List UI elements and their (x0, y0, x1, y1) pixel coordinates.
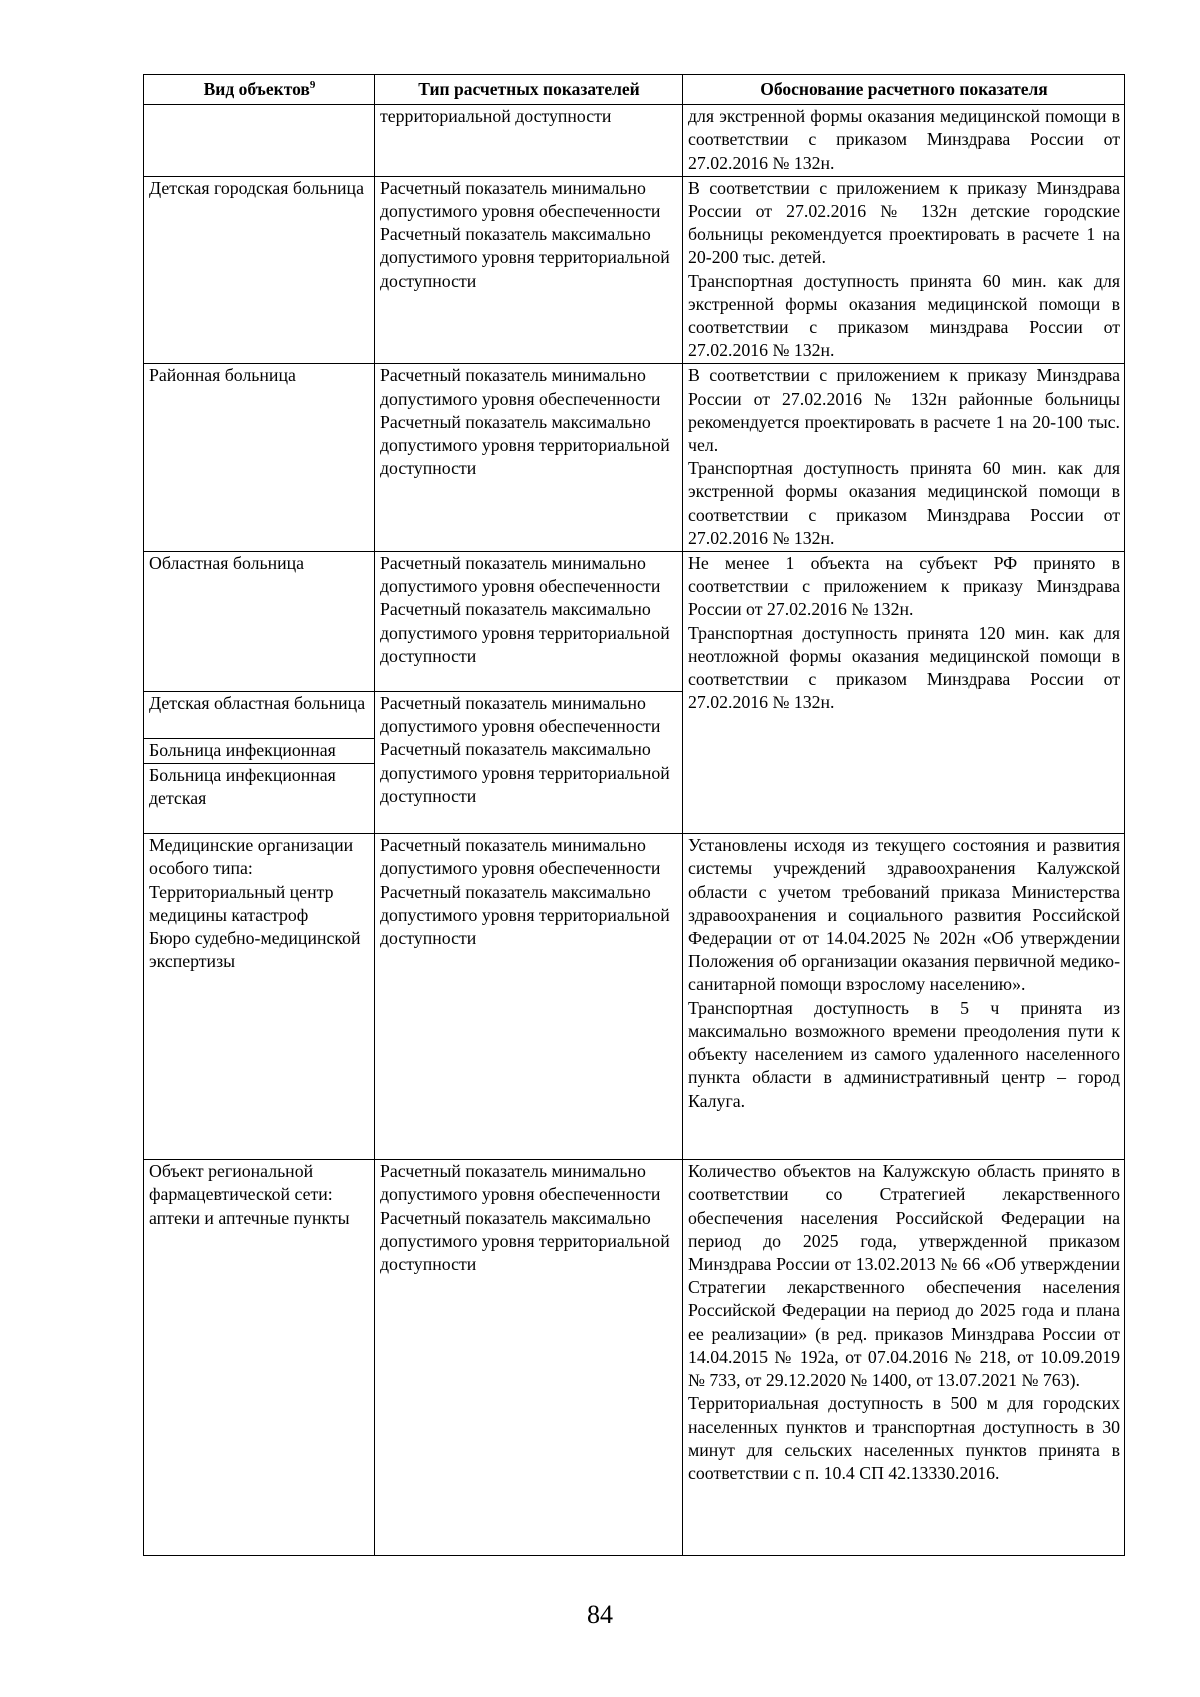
cell-object-type: Областная больница (144, 552, 375, 692)
cell-object-type: Медицинские организации особого типа: Территориальный центр медицины катастроф Бюро судебно-медицинской экспертизы (144, 834, 375, 1160)
footnote-marker: 9 (309, 79, 316, 92)
table-row (144, 1160, 1125, 1556)
cell-indicator-type: Расчетный показатель минимально допустимого уровня обеспеченности Расчетный показатель максимально допустимого уровня территориальной доступности (375, 176, 683, 364)
header-object-type: Вид объектов$^9$ (144, 75, 375, 105)
cell-indicator-type: Расчетный показатель минимально допустимого уровня обеспеченности Расчетный показатель максимально допустимого уровня территориальной доступности (375, 1160, 683, 1556)
cell-indicator-type: Расчетный показатель минимально допустимого уровня обеспеченности Расчетный показатель максимально допустимого уровня территориальной доступности (375, 834, 683, 1160)
cell-indicator-type: Расчетный показатель минимально допустимого уровня обеспеченности Расчетный показатель максимально допустимого уровня территориальной доступности (375, 364, 683, 552)
cell-indicator-basis: для экстренной формы оказания медицинской помощи в соответствии с приказом Минздрава России от 27.02.2016 № 132н. (683, 105, 1125, 177)
cell-object-type: Объект региональной фармацевтической сети: аптеки и аптечные пункты (144, 1160, 375, 1556)
cell-indicator-basis: В соответствии с приложением к приказу Минздрава России от 27.02.2016 № 132н детские городские больницы рекомендуется проектировать в расчете 1 на 20-200 тыс. детей. Транспортная доступность принята 60 мин. как для экстренной формы оказания медицинской помощи в соответствии с приказом минздрава России от 27.02.2016 № 132н. (683, 176, 1125, 364)
cell-object-type (144, 105, 375, 177)
table-header-row (144, 75, 1125, 105)
cell-indicator-basis: В соответствии с приложением к приказу Минздрава России от 27.02.2016 № 132н районные больницы рекомендуется проектировать в расчете 1 на 20-100 тыс. чел. Транспортная доступность принята 60 мин. как для экстренной формы оказания медицинской помощи в соответствии с приказом Минздрава России от 27.02.2016 № 132н. (683, 364, 1125, 552)
page-number: 84 (587, 1600, 613, 1629)
cell-indicator-basis: Установлены исходя из текущего состояния и развития системы учреждений здравоохранения Калужской области с учетом требований приказа Министерства здравоохранения и социального развития Российской Федерации от от 14.04.2025 № 202н «Об утверждении Положения об организации оказания первичной медико-санитарной помощи взрослому населению». Транспортная доступность в 5 ч принята из максимально возможного времени преодоления пути к объекту населением из самого удаленного населенного пункта области в административный центр – город Калуга. (683, 834, 1125, 1160)
cell-indicator-basis: Количество объектов на Калужскую область принято в соответствии со Стратегией лекарственного обеспечения населения Российской Федерации на период до 2025 года, утвержденной приказом Минздрава России от 13.02.2013 № 66 «Об утверждении Стратегии лекарственного обеспечения населения Российской Федерации на период до 2025 года и плана ее реализации» (в ред. приказов Минздрава России от 14.04.2015 № 192а, от 07.04.2016 № 218, от 10.09.2019 № 733, от 29.12.2020 № 1400, от 13.07.2021 № 763). Территориальная доступность в 500 м для городских населенных пунктов и транспортная доступность в 30 минут для сельских населенных пунктов принята в соответствии с п. 10.4 СП 42.13330.2016. (683, 1160, 1125, 1556)
table-row (144, 834, 1125, 1160)
cell-object-type: Больница инфекционная (144, 739, 375, 764)
cell-object-type: Детская областная больница (144, 692, 375, 739)
cell-indicator-type: Расчетный показатель минимально допустимого уровня обеспеченности Расчетный показатель максимально допустимого уровня территориальной доступности (375, 552, 683, 692)
table-row (144, 176, 1125, 364)
indicators-table (143, 74, 1125, 1556)
table-row (144, 364, 1125, 552)
cell-object-type: Детская городская больница (144, 176, 375, 364)
table-row (144, 105, 1125, 177)
cell-indicator-type: Расчетный показатель минимально допустимого уровня обеспеченности Расчетный показатель максимально допустимого уровня территориальной доступности (375, 692, 683, 834)
table-row (144, 552, 1125, 692)
header-indicator-basis: Обоснование расчетного показателя (683, 75, 1125, 105)
cell-object-type: Районная больница (144, 364, 375, 552)
header-indicator-type: Тип расчетных показателей (375, 75, 683, 105)
cell-indicator-basis: Не менее 1 объекта на субъект РФ принято в соответствии с приложением к приказу Минздрава России от 27.02.2016 № 132н. Транспортная доступность принята 120 мин. как для неотложной формы оказания медицинской помощи в соответствии с приказом Минздрава России от 27.02.2016 № 132н. (683, 552, 1125, 834)
cell-object-type: Больница инфекционная детская (144, 764, 375, 834)
cell-indicator-type: территориальной доступности (375, 105, 683, 177)
